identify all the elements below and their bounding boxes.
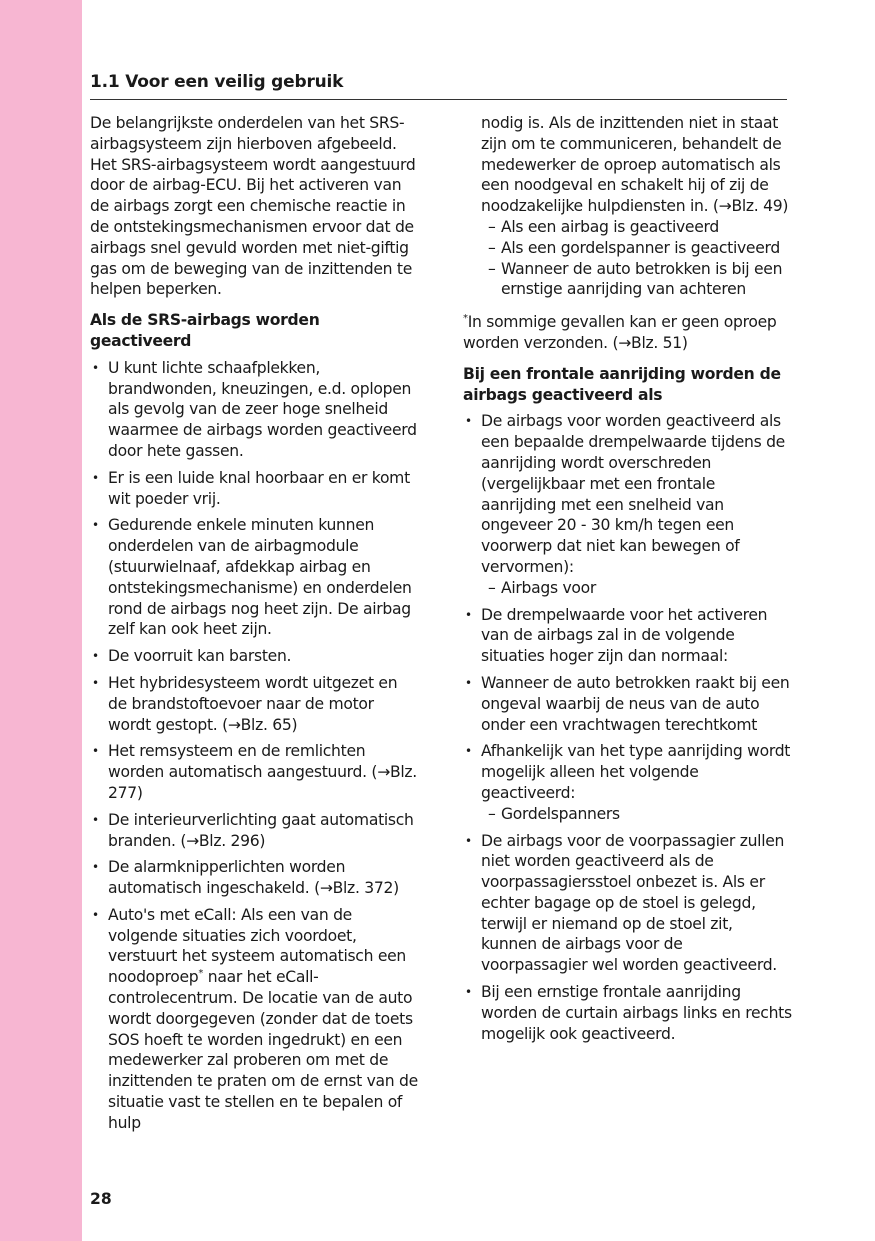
list-item: • De airbags voor de voorpassagier zullen niet worden geactiveerd als de voorpassagiersstoel onbezet is. Als er echter bagage op de stoel is gelegd, terwijl er niemand op de stoel zit, kunnen de airbags voor de voorpassagier wel worden geactiveerd. bbox=[463, 831, 793, 977]
dash-list bbox=[463, 578, 793, 599]
left-column bbox=[90, 113, 420, 1140]
list-item-text: Afhankelijk van het type aanrijding wordt mogelijk alleen het volgende geactiveerd: bbox=[481, 742, 791, 802]
frontal-collision-list bbox=[463, 411, 793, 1044]
subheading-airbags-activated: Als de SRS-airbags worden geactiveerd bbox=[90, 311, 320, 350]
list-item: • Het remsysteem en de remlichten worden automatisch aangestuurd. (→Blz. 277) bbox=[90, 741, 420, 803]
dash-list bbox=[463, 804, 793, 825]
ecall-text-end: naar het eCall-controlecentrum. De locatie van de auto wordt doorgegeven (zonder dat de toets SOS hoeft te worden ingedrukt) en een medewerker zal proberen om met de inzittenden te praten om de ernst van de situatie vast te stellen en te bepalen of hulp bbox=[108, 968, 418, 1132]
list-item bbox=[463, 411, 793, 598]
right-column bbox=[463, 113, 793, 1050]
footnote bbox=[463, 312, 793, 354]
footnote-marker: * bbox=[463, 312, 468, 324]
section-title: 1.1 Voor een veilig gebruik bbox=[90, 72, 344, 92]
list-item: • Bij een ernstige frontale aanrijding worden de curtain airbags links en rechts mogelijk ook geactiveerd. bbox=[463, 982, 793, 1044]
dash-item: – Als een gordelspanner is geactiveerd bbox=[463, 238, 793, 259]
list-item: • De interieurverlichting gaat automatisch branden. (→Blz. 296) bbox=[90, 810, 420, 852]
list-item: • De alarmknipperlichten worden automatisch ingeschakeld. (→Blz. 372) bbox=[90, 857, 420, 899]
footnote-marker: * bbox=[198, 968, 204, 980]
list-item: • De voorruit kan barsten. bbox=[90, 646, 420, 667]
list-item: • Het hybridesysteem wordt uitgezet en de brandstoftoevoer naar de motor wordt gestopt. (→Blz. 65) bbox=[90, 673, 420, 735]
dash-item: – Airbags voor bbox=[463, 578, 793, 599]
side-color-band bbox=[0, 0, 82, 1241]
ecall-text-start: Auto's met eCall: Als een van de volgende situaties zich voordoet, verstuurt het systeem automatisch een noodoproep bbox=[108, 905, 406, 987]
page-number: 28 bbox=[90, 1190, 112, 1208]
dash-item: – Gordelspanners bbox=[463, 804, 793, 825]
dash-item: – Wanneer de auto betrokken is bij een ernstige aanrijding van achteren bbox=[463, 259, 793, 301]
list-item-ecall bbox=[90, 905, 420, 1134]
intro-paragraph: De belangrijkste onderdelen van het SRS-airbagsysteem zijn hierboven afgebeeld. Het SRS-airbagsysteem wordt aangestuurd door de airbag-ECU. Bij het activeren van de airbags zorgt een chemische reactie in de ontstekingsmechanismen ervoor dat de airbags snel gevuld worden met niet-giftig gas om de beweging van de inzittenden te helpen beperken. bbox=[90, 114, 416, 299]
footnote-text: In sommige gevallen kan er geen oproep worden verzonden. (→Blz. 51) bbox=[463, 313, 777, 352]
list-item: • De drempelwaarde voor het activeren van de airbags zal in de volgende situaties hoger zijn dan normaal: bbox=[463, 605, 793, 667]
subheading-frontal-collision: Bij een frontale aanrijding worden de airbags geactiveerd als bbox=[463, 364, 781, 404]
list-item: • Wanneer de auto betrokken raakt bij een ongeval waarbij de neus van de auto onder een vrachtwagen terechtkomt bbox=[463, 673, 793, 735]
dash-item: – Als een airbag is geactiveerd bbox=[463, 217, 793, 238]
list-item: • Er is een luide knal hoorbaar en er komt wit poeder vrij. bbox=[90, 468, 420, 510]
effects-list bbox=[90, 358, 420, 1134]
ecall-situations-list bbox=[463, 217, 793, 300]
list-item-text: De airbags voor worden geactiveerd als een bepaalde drempelwaarde tijdens de aanrijding wordt overschreden (vergelijkbaar met een frontale aanrijding met een snelheid van ongeveer 20 - 30 km/h tegen een voorwerp dat niet kan bewegen of vervormen): bbox=[481, 412, 785, 576]
list-item: • Gedurende enkele minuten kunnen onderdelen van de airbagmodule (stuurwielnaaf, afdekkap airbag en ontstekingsmechanisme) en onderdelen rond de airbags nog heet zijn. De airbag zelf kan ook heet zijn. bbox=[90, 515, 420, 640]
list-item: • U kunt lichte schaafplekken, brandwonden, kneuzingen, e.d. oplopen als gevolg van de zeer hoge snelheid waarmee de airbags worden geactiveerd door hete gassen. bbox=[90, 358, 420, 462]
ecall-continued-text: nodig is. Als de inzittenden niet in staat zijn om te communiceren, behandelt de medewerker de oproep automatisch als een noodgeval en schakelt hij of zij de noodzakelijke hulpdiensten in. (→Blz. 49) bbox=[481, 114, 789, 216]
list-item bbox=[463, 741, 793, 824]
section-header bbox=[90, 70, 787, 100]
